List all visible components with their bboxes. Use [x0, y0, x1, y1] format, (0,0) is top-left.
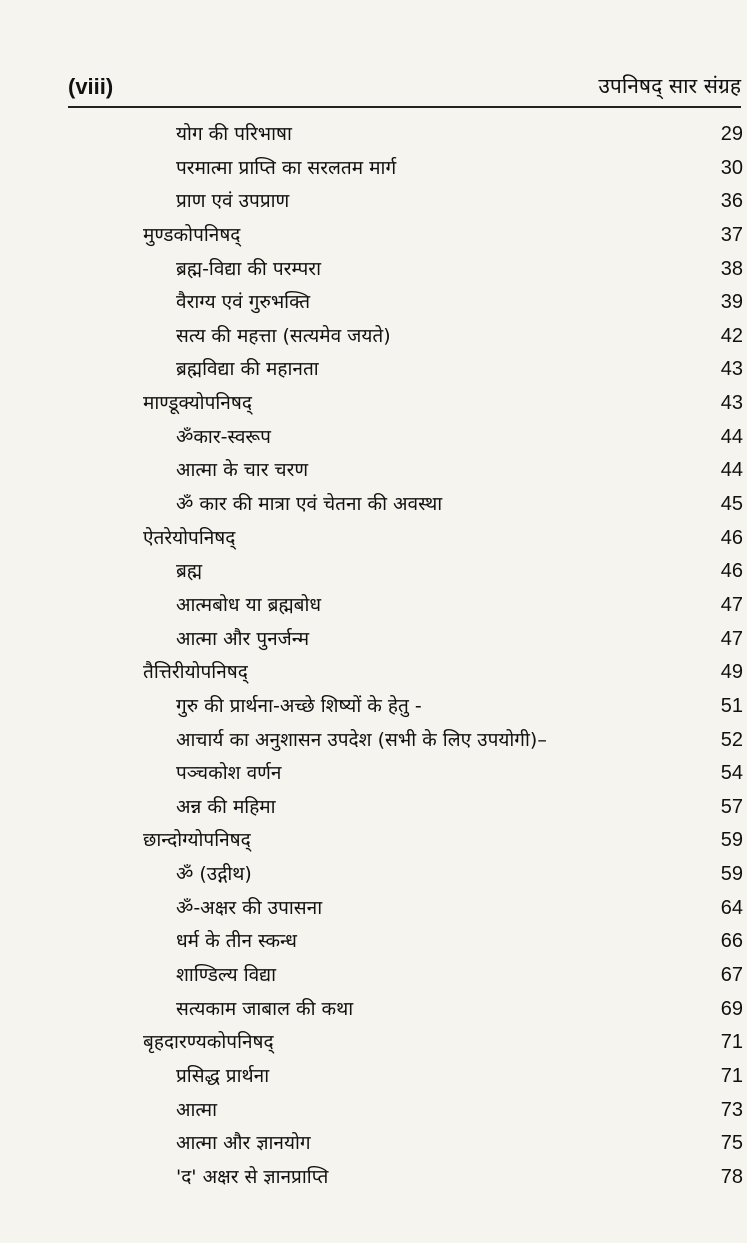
toc-subsection-entry — [0, 488, 747, 522]
toc-entry-page: 44 — [720, 459, 743, 482]
toc-entry-page: 78 — [720, 1165, 743, 1188]
toc-entry-title: धर्म के तीन स्कन्ध — [176, 930, 297, 953]
toc-entry-title: छान्दोग्योपनिषद् — [143, 829, 251, 852]
toc-subsection-entry — [0, 690, 747, 724]
toc-entry-page: 71 — [720, 1064, 743, 1087]
toc-entry-title: ॐकार-स्वरूप — [176, 425, 271, 448]
toc-entry-page: 59 — [720, 863, 743, 886]
toc-section-entry — [0, 219, 747, 253]
toc-entry-page: 37 — [720, 223, 743, 246]
toc-entry-title: प्राण एवं उपप्राण — [176, 190, 290, 213]
toc-section-entry — [0, 656, 747, 690]
toc-subsection-entry — [0, 286, 747, 320]
toc-subsection-entry — [0, 892, 747, 926]
toc-section-entry — [0, 824, 747, 858]
toc-subsection-entry — [0, 791, 747, 825]
toc-entry-page: 30 — [720, 156, 743, 179]
toc-entry-page: 45 — [720, 493, 743, 516]
toc-entry-title: ब्रह्मविद्या की महानता — [176, 358, 319, 381]
table-of-contents — [0, 118, 747, 1195]
toc-subsection-entry — [0, 152, 747, 186]
toc-subsection-entry — [0, 253, 747, 287]
toc-entry-title: आत्मा और ज्ञानयोग — [176, 1132, 311, 1155]
toc-subsection-entry — [0, 1060, 747, 1094]
toc-entry-title: गुरु की प्रार्थना-अच्छे शिष्यों के हेतु - — [176, 694, 422, 717]
toc-entry-title: प्रसिद्ध प्रार्थना — [176, 1064, 270, 1087]
toc-entry-page: 38 — [720, 257, 743, 280]
toc-entry-page: 64 — [720, 896, 743, 919]
toc-entry-title: आत्मा के चार चरण — [176, 459, 309, 482]
book-title: उपनिषद् सार संग्रह — [598, 74, 741, 98]
page-number: (viii) — [68, 74, 114, 99]
toc-entry-title: माण्डूक्योपनिषद् — [143, 392, 252, 415]
toc-entry-page: 43 — [720, 392, 743, 415]
toc-entry-page: 46 — [720, 560, 743, 583]
toc-entry-title: आत्मा — [176, 1098, 218, 1121]
toc-section-entry — [0, 522, 747, 556]
toc-subsection-entry — [0, 925, 747, 959]
toc-entry-page: 67 — [720, 964, 743, 987]
toc-entry-page: 49 — [720, 661, 743, 684]
toc-subsection-entry — [0, 353, 747, 387]
toc-entry-title: ॐ कार की मात्रा एवं चेतना की अवस्था — [176, 493, 443, 516]
toc-entry-page: 42 — [720, 324, 743, 347]
toc-entry-page: 54 — [720, 762, 743, 785]
toc-entry-page: 36 — [720, 190, 743, 213]
toc-subsection-entry — [0, 185, 747, 219]
toc-entry-title: ऐतरेयोपनिषद् — [143, 526, 236, 549]
page-header — [68, 66, 741, 108]
toc-entry-title: ॐ-अक्षर की उपासना — [176, 896, 323, 919]
toc-subsection-entry — [0, 555, 747, 589]
toc-entry-title: शाण्डिल्य विद्या — [176, 964, 277, 987]
toc-subsection-entry — [0, 623, 747, 657]
toc-entry-page: 46 — [720, 526, 743, 549]
toc-entry-title: ॐ (उद्गीथ) — [176, 863, 252, 886]
toc-subsection-entry — [0, 858, 747, 892]
toc-entry-title: पञ्चकोश वर्णन — [176, 762, 282, 785]
toc-subsection-entry — [0, 320, 747, 354]
toc-entry-title: ब्रह्म-विद्या की परम्परा — [176, 257, 322, 280]
toc-entry-title: ब्रह्म — [176, 560, 203, 583]
toc-subsection-entry — [0, 1127, 747, 1161]
toc-entry-page: 75 — [720, 1132, 743, 1155]
toc-entry-page: 69 — [720, 997, 743, 1020]
toc-entry-title: परमात्मा प्राप्ति का सरलतम मार्ग — [176, 156, 397, 179]
toc-entry-page: 47 — [720, 593, 743, 616]
toc-entry-title: अन्न की महिमा — [176, 795, 276, 818]
toc-entry-title: मुण्डकोपनिषद् — [143, 223, 241, 246]
toc-subsection-entry — [0, 757, 747, 791]
toc-entry-page: 66 — [720, 930, 743, 953]
toc-entry-title: आत्मबोध या ब्रह्मबोध — [176, 593, 322, 616]
toc-entry-title: आत्मा और पुनर्जन्म — [176, 627, 310, 650]
toc-entry-title: सत्यकाम जाबाल की कथा — [176, 997, 354, 1020]
toc-subsection-entry — [0, 1094, 747, 1128]
toc-subsection-entry — [0, 421, 747, 455]
toc-entry-title: योग की परिभाषा — [176, 123, 292, 145]
toc-entry-title: बृहदारण्यकोपनिषद् — [143, 1031, 274, 1054]
toc-entry-page: 59 — [720, 829, 743, 852]
toc-subsection-entry — [0, 1161, 747, 1195]
toc-entry-page: 44 — [720, 425, 743, 448]
toc-entry-page: 43 — [720, 358, 743, 381]
toc-entry-title: 'द' अक्षर से ज्ञानप्राप्ति — [176, 1165, 329, 1188]
toc-entry-page: 57 — [720, 795, 743, 818]
toc-subsection-entry — [0, 959, 747, 993]
toc-entry-page: 47 — [720, 627, 743, 650]
toc-entry-page: 71 — [720, 1031, 743, 1054]
toc-entry-title: सत्य की महत्ता (सत्यमेव जयते) — [176, 324, 391, 347]
toc-entry-page: 39 — [720, 291, 743, 314]
toc-section-entry — [0, 387, 747, 421]
toc-entry-title: वैराग्य एवं गुरुभक्ति — [176, 291, 311, 314]
toc-subsection-entry — [0, 724, 747, 758]
toc-entry-page: 29 — [720, 123, 743, 145]
toc-section-entry — [0, 1026, 747, 1060]
toc-entry-title: आचार्य का अनुशासन उपदेश (सभी के लिए उपयोगी)– — [176, 728, 547, 751]
toc-subsection-entry — [0, 118, 747, 152]
toc-entry-page: 73 — [720, 1098, 743, 1121]
toc-entry-page: 52 — [720, 728, 743, 751]
toc-entry-page: 51 — [720, 694, 743, 717]
toc-entry-title: तैत्तिरीयोपनिषद् — [143, 661, 248, 684]
toc-subsection-entry — [0, 993, 747, 1027]
toc-subsection-entry — [0, 454, 747, 488]
toc-subsection-entry — [0, 589, 747, 623]
